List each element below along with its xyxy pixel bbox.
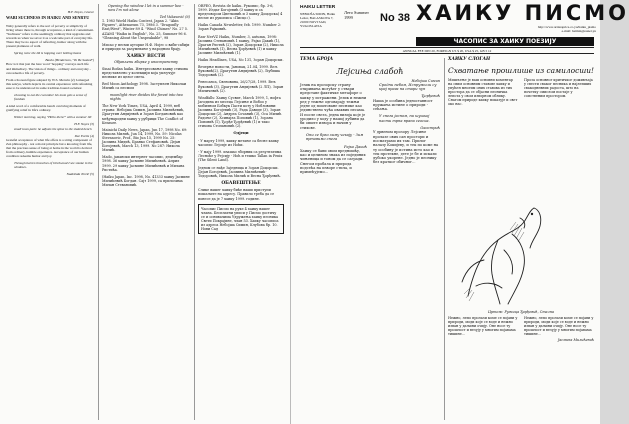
right-col-a — [300, 58, 440, 418]
notice-heading: ОБАВЕШТЕЊЕ — [221, 180, 261, 186]
right-col-b — [448, 58, 594, 420]
masthead-season — [344, 10, 372, 20]
headline-6: Ренесанса, Свеновина, 26/27/28, 1999. Вељ Вуковић (3), Драгутин Андијевић (2 ЛП), Зоран Миличевић (2). — [198, 80, 284, 93]
right-page — [292, 0, 629, 424]
odjeci-2: - У мају 1999. изашао зборник са резултатима Лесноће у Рејсију - Ноћ и тешко Tallan in Fenix (The Silent Land). — [198, 150, 283, 163]
drawing-caption: Цртеж: Ружица Ђорђевић, Стална — [488, 309, 554, 314]
masthead-email[interactable]: e-mail: hsimin@eunet.yu — [561, 29, 596, 34]
b-body-2: Проза основног критичког доживљаја у свести сваког песника и најлепших свакодневних радоста, што на почетку смислом постаје у сопственим простором. — [524, 77, 593, 98]
poem-4: small town park: he adjusts his spine to the slatted bench — [14, 126, 92, 131]
masthead-bar — [416, 37, 594, 46]
body-sr: Мисао у песми ауторке Н.Ф. Нојес о ваби-сабији и природи за разумевање у народном брају. — [102, 42, 190, 51]
headline-4: Haiku Headlines, USA, No 131, Зоран Доцорски. — [198, 58, 284, 63]
left-col-divider-1 — [98, 4, 99, 420]
section-label-b: ХАИКУ СЛОГАН — [448, 57, 491, 62]
horse-lines — [462, 208, 541, 304]
fee-strip: АNNUAL FEE DIN 20, FOREIGN US $ 20, USA $ 25, GB £ 12 — [300, 47, 594, 54]
a-body-1: Језик на прозорску страну откривања могућег у ствари представе фактичке метафоре о хаику у истражени. Језик и нежни ред у тежње одговарају тежњи једне од поштоване песнике као јединствено чућа оваквих песама. И после свега, једна визија које је уродило у ходу у нашој дубини да би опште извора и начин у стихове. — [300, 82, 367, 130]
article-a-byline: Небојша Симин — [411, 78, 440, 83]
masthead-issue — [380, 12, 418, 24]
masthead-small-title: HAIKU LETTER — [300, 5, 336, 10]
article-b-top — [448, 78, 594, 198]
a-body-3: Наша је особина једноставност пружања истине о природи - сећања. — [373, 98, 433, 112]
masthead-title-block — [416, 1, 629, 34]
masthead-title: ХАИКУ ПИСМО — [416, 1, 629, 25]
masthead-left — [300, 6, 340, 28]
poem-top-author: Ted Vukasović (6) — [159, 15, 190, 20]
odjeci-1: - У марту 1999, хаику метање са бесне хаику часопис Лејсије из Ноћи. — [198, 139, 279, 148]
a-poem-c-author: Оаострић — [420, 126, 440, 131]
poem-top: Opening the window I let in a summer bee - now I'm not alone — [108, 4, 184, 13]
b-body-1: Мишљење је ваш основни коментар на свим основним ставове хаику и упућен многим оних ставова из тих простора да се објасни песничка лепота у свом изворном облику. Снагом природе хаику показује и свет око нас. — [448, 77, 518, 107]
article-a-title: Лејсиња слабоћ — [336, 66, 404, 76]
references: 1. 1983 World Haiku Contest, Japan 2. "Akin Figures", Athenaeum 73, 1986 3. "Dragonfly East/West", Winter 89 4. "Wind Chimes" No. 27 5. AZAMI "Haiku in English", No. 25, Summer 96 6. "Gleaning About the Unspeakable", 98 — [102, 19, 188, 40]
left-page — [0, 0, 291, 424]
a-body-2: Хаику се бави овом вредношћу, као и целином знака из појединих чињеница и тоном да се сагради. Снегом пробала и природа подсећа на изворе стила, и примећујемо... — [300, 148, 366, 175]
poem-4-author: Dee Evetts (4) — [74, 133, 94, 138]
headline-2: Haiku Canada Newsletter, feb. 1999. Number 2: Зоран Рајковић. — [198, 23, 282, 32]
article-a-body — [300, 83, 440, 175]
poem-1: Spring rain: the lid is hopping over boiling beans — [14, 51, 82, 56]
news-2: Red Moon Anthology 1998. Заступљен Николаи Милић са песмом — [102, 81, 187, 90]
news-5: Mado, јапански интернет часопис, децембар 1998. 36 хаику Јасмине Милићевић. Април 1999. 29 хаику Јасмине Милићевић и Милана Ристића. — [102, 155, 185, 172]
news-3: The New York Times, USA, April 4, 1999, веб страна: Небојша Симин, Јасмина Милићевић, Драгутин Андијевић и Зоран Богдановић као међународни хаику у рубрици The Conflict of Kensure. — [102, 104, 185, 125]
a-poem-a: Они се брзо зиму чекају - Зим вртовимо снега — [306, 132, 364, 142]
masthead-bar-text: ЧАСОПИС ЗА ХАИКУ ПОЕЗИЈУ — [453, 38, 557, 45]
horse-drawing — [454, 200, 554, 310]
a-poem-c: У снега јасном, на шушкој пасти трна врана сеоска. — [379, 114, 430, 123]
a-body-4: У дрвеном прозору Лејсиње пролазе ових сан простори и посматрамо их там. Прилог налазу Кокијеву, и тек по коме на ту особину је истина исто као и тек протекне, дете је бе и искази дубоко укорене. Једно је песнику без кратког обичног... — [373, 130, 439, 165]
masthead-address: NEBOJŠA SIMIN, Haiku Letter, BALASKOVA 7, 21000 NOVI SAD, YUGOSLAVIA — [300, 11, 336, 28]
article-b-title: Схватање прошлише из самилосши! — [448, 65, 594, 75]
headline-7: Windfalls: Хаику Сусвит, March 1999, 1, вофта Јагодина из месеца Лејсиње и Вобоо у мобилном Бобкук Пасти коту у Нобловини: Јасмина Богојевић (3), Рада Давиде (3), Зоран Доцорски (2), Андреа Сочанић (3), Оса Милић Радоње (2), Хсинајла Поповић (1), Зорана Поповић (1), Ђорђе Ђорђевић (1) и тако стихова Стопановић (2). — [198, 95, 282, 129]
horse-eye — [531, 212, 533, 214]
poem-5: Through barren branches of birchwood I see smoke in the windows. — [14, 161, 93, 170]
left-col-1 — [6, 0, 94, 177]
news-4: Mainichi Daily News, Japan, Jun 17, 1998 No. 69: Никола Милић, Jun 14, 1999, No. 59: Nicolas Stevanovic, Prof., Bio Jun 15, 1999 No. 25: Јасмина Мидић, Бранко Стефановић. Дејан Богојевић, March 13, 1999. No 287: Никола Милић. — [102, 127, 188, 153]
news-heading: ХАИКУ ВЕСТИ — [126, 53, 166, 59]
a-poem-b-author: Ђорђевић — [421, 94, 440, 99]
left-col-divider-2 — [194, 4, 195, 420]
left-col-3 — [198, 0, 284, 234]
info-box: Часопис Писмо на руке 4 хаику вашег члана. Бесплатни уписи у Писмо достичу се и оснивачима Удружења хаику песника Свети Покрајине, члан 53. Хаику часописа из адреса Небојша Симин, Клубова бр. 10. Нови Сад — [198, 204, 284, 235]
body-1: Waby generally refers to the sort of poverty or simplicity of living where there is, through acceptance, a kind of contentment. "Suchness" refers to the seemingly ordinary that upgrades and rewards us when we savor it as a welcome part of everyday life. There may be no aspect of reflecting, humor along with the present plainness of wabi. — [6, 23, 94, 49]
horse-mane — [464, 222, 524, 301]
article-heading: WABI SUCHNESS IN HAIKU AND SENRYU — [6, 15, 90, 21]
right-col-divider — [444, 58, 445, 420]
season-label: Лето Summer 1999 — [344, 10, 369, 21]
a-poem-b: Сродни небом, Испружили су крај прага на стари чун — [379, 82, 437, 91]
article-b-bottom — [448, 316, 594, 416]
masthead-url[interactable]: http://www.artnnaprice.co.yu/haiku_pismo — [537, 25, 596, 29]
body-5: Grateful acceptance of what life offers is a string component of Zen philosophy - not a moral principle but a knowing from life, that the precious sense of being at home in the world is derived from ordinary, humble experience. Acceptance of our human condition redeems humor and joy. — [6, 137, 93, 159]
body-4: A kind word of a comfortable bench can bring moments of gratifying relief in life's ordinary. — [6, 104, 86, 113]
a-poem-a-author: Рајко Дакић — [344, 144, 367, 149]
author-top: H.F. Noyes, Greece — [67, 10, 94, 14]
headline-3: Raw NerVZ Haiku, Number, 3, autumn, 1998: Јасмина Стевановић 1 хаику, Рајко Дакић (1), Драган Ристић (2), Зоран Доцорски (2), Никола Милићевић (1), Весна Ђорђевић (1) и хаику Јасмине Милићевић (1). — [198, 34, 284, 55]
poem-3: Winter morning, saying "Hello there!" with a summer lilt — [14, 115, 92, 120]
odjeci-heading: Одјеци — [233, 130, 249, 136]
odjeci-3: Једном се нађе Заједница и Зоран Доцорски. Дејан Богојевић, Јасмина Милићевић-Тодоровић, Никола Милић и Весна Ђорђевић. — [198, 165, 281, 178]
issue-number: No 38 — [380, 12, 410, 24]
news-6: (Haiku Japan, Inc. 1998, No. 41333 хаику Јасмине Милићевић Богдан. Сајт 1999, са прилозима Милан Стевановић. — [102, 174, 190, 187]
b-signature: Јасмина Милићевић — [557, 338, 594, 343]
poem-5-author: Nadezhda Terzić (5) — [66, 172, 94, 177]
poem-2: choosing to eat the cucumber his mom gets a sense of freedom — [14, 93, 87, 102]
poem-1-author: Basho (Henderson, "To Be Seated") — [45, 58, 94, 63]
poem-3-author: H.F. Noyes (3) — [74, 122, 94, 127]
notice-body: Слике вашег хаику биће наши приступи пошаљите на адресу. Правило треба да се понесе да је 7 хаику 1999. године. — [198, 188, 275, 201]
b-body-3b: Нежно, лепо пролази коме се појави у природи, моди које се воде и нежно изван у даљини очију. Оне носе ту прошлост и везују у многим појавама тишине... — [524, 315, 594, 337]
poem-news: moonlight river divides the forest into two nights — [110, 93, 183, 102]
b-body-3: Нежно, лепо пролази коме се појави у природи, моди које се воде и нежно изван у даљини очију. Оне носе ту прошлост и везују у многим појавама тишине... — [448, 315, 518, 337]
section-label-a: ТЕМА БРОЈА — [300, 57, 334, 62]
b-body-continued — [524, 316, 594, 416]
left-col-2 — [102, 0, 190, 190]
body-3: From a Korean figure adapted by W.S. Merwin (2) I emerged this senryu, which depicts its central experience with refreshing ease to be understood in some tradition-bound societies: — [6, 77, 93, 90]
headline-1: ORFEO, Revista de haiku. Рукопис, бр. 3-6, 1999. Издат Богојевић (3 хаику и са предговором Цветковић и 3 хаику Доцорска) 4 песме из рукописа «Писцо»). — [198, 4, 283, 21]
body-2: How is it that just the bare word "hopping" conveys such life and immediacy. The vision of things - ordinary and everyday - can redeem a life of poverty. — [6, 62, 91, 75]
news-subheading: Објављени збирке у иностранству — [114, 59, 178, 64]
headline-5: Вечерње новости, Јановац, 21.04, 1999. Вељ Вуковић(2), Драгутин Андијевић (2), Љубиша Тодоровић (2). — [198, 65, 280, 78]
news-1: Sinai Rodan haiku. Интересовање хаику стихова представљено у колекцији која укључује песнике из целог света. — [102, 66, 188, 79]
